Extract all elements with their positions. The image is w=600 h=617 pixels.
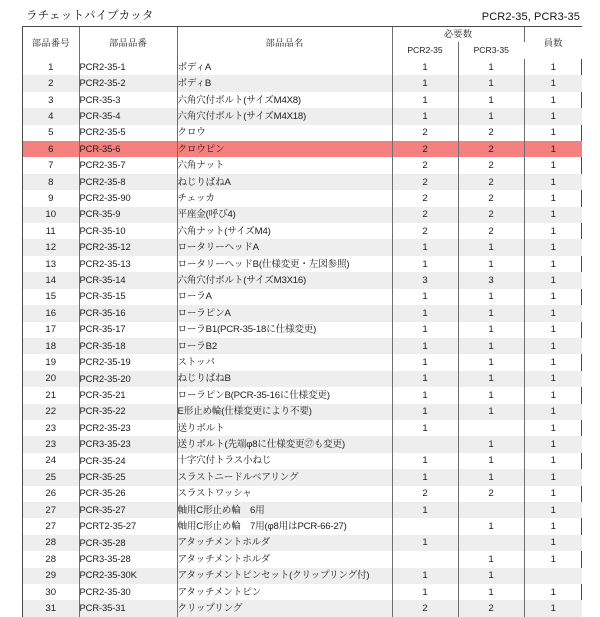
cell-count: 1 — [550, 127, 556, 139]
cell-part-name: アタッチメントピン — [177, 584, 392, 600]
cell-part-code: PCR3-35-23 — [79, 436, 177, 452]
cell-count: 1 — [550, 291, 556, 303]
header-row-top — [23, 27, 582, 42]
table-row[interactable] — [23, 289, 582, 305]
cell-part-name: ロータリーヘッドB(仕様変更・左図参照) — [177, 256, 392, 272]
cell-required-pcr2: 1 — [392, 420, 458, 436]
cell-count: 1 — [524, 207, 582, 223]
cell-part-name: クリップリング — [177, 600, 392, 617]
cell-count: 1 — [524, 404, 582, 420]
cell-required-pcr3: 1 — [458, 256, 524, 272]
cell-required-pcr2 — [392, 551, 458, 567]
table-row[interactable] — [23, 469, 582, 485]
cell-part-code: PCR-35-14 — [79, 272, 177, 288]
cell-required-pcr2: 1 — [392, 239, 458, 255]
parts-table — [23, 27, 582, 617]
cell-count: 1 — [550, 160, 556, 172]
cell-part-code: PCR-35-24 — [79, 453, 177, 469]
cell-part-code: PCR-35-27 — [79, 502, 177, 518]
cell-part-no: 27 — [23, 518, 79, 534]
cell-part-code: PCR-35-31 — [79, 600, 177, 617]
cell-part-code: PCR-35-25 — [79, 469, 177, 485]
column-header-required-group: 必要数 — [392, 27, 524, 42]
cell-part-no: 18 — [23, 338, 79, 354]
cell-required-pcr3: 2 — [458, 174, 524, 190]
cell-count: 1 — [550, 455, 556, 467]
table-row[interactable] — [23, 239, 582, 255]
cell-part-name: ローラピンB(PCR-35-16に仕様変更) — [177, 387, 392, 403]
cell-part-code: PCR-35-22 — [79, 404, 177, 420]
cell-required-pcr3: 1 — [458, 305, 524, 321]
cell-required-pcr2 — [392, 518, 458, 534]
cell-required-pcr3 — [458, 420, 524, 436]
cell-required-pcr3: 3 — [458, 272, 524, 288]
cell-part-code: PCR-35-6 — [79, 141, 177, 157]
cell-part-code: PCR-35-16 — [79, 305, 177, 321]
cell-part-name: 六角ナット — [177, 157, 392, 173]
cell-part-name: 軸用C形止め輪 6用 — [177, 502, 392, 518]
cell-count: 1 — [550, 225, 556, 237]
table-row[interactable] — [23, 125, 582, 141]
cell-part-code: PCR2-35-13 — [79, 256, 177, 272]
cell-part-name: E形止め輪(仕様変更により不要) — [177, 404, 392, 420]
cell-part-no: 6 — [23, 141, 79, 157]
cell-required-pcr2: 1 — [392, 502, 458, 518]
cell-required-pcr3: 2 — [458, 207, 524, 223]
cell-required-pcr2 — [392, 436, 458, 452]
cell-count: 1 — [524, 174, 582, 190]
column-header-part-no: 部品番号 — [23, 27, 79, 59]
cell-part-name: クロウピン — [177, 141, 392, 157]
cell-part-name: アタッチメントピンセット(クリップリング付) — [177, 568, 392, 584]
cell-required-pcr3: 1 — [458, 453, 524, 469]
cell-count: 1 — [524, 600, 582, 617]
cell-part-name: チェッカ — [177, 190, 392, 206]
cell-required-pcr2: 1 — [392, 535, 458, 551]
cell-part-name: ローラピンA — [177, 305, 392, 321]
cell-count: 1 — [550, 324, 556, 336]
cell-required-pcr3: 1 — [458, 387, 524, 403]
cell-part-no: 29 — [23, 568, 79, 584]
table-row[interactable] — [23, 453, 582, 469]
table-row[interactable] — [23, 322, 582, 338]
column-header-part-code: 部品品番 — [79, 27, 177, 59]
cell-part-no: 12 — [23, 239, 79, 255]
cell-count: 1 — [550, 192, 556, 204]
cell-part-code: PCRT2-35-27 — [79, 518, 177, 534]
table-row[interactable] — [23, 272, 582, 288]
cell-part-name: ねじりばねA — [177, 174, 392, 190]
cell-required-pcr2: 1 — [392, 322, 458, 338]
cell-part-code: PCR2-35-23 — [79, 420, 177, 436]
cell-part-no: 16 — [23, 305, 79, 321]
cell-part-name: 六角ナット(サイズM4) — [177, 223, 392, 239]
cell-part-name: 六角穴付ボルト(サイズM4X8) — [177, 92, 392, 108]
cell-part-no: 17 — [23, 322, 79, 338]
cell-count: 1 — [550, 61, 556, 73]
table-row[interactable] — [23, 535, 582, 551]
cell-required-pcr2: 3 — [392, 272, 458, 288]
cell-required-pcr2: 1 — [392, 354, 458, 370]
cell-part-no: 27 — [23, 502, 79, 518]
cell-part-name: ボディB — [177, 75, 392, 91]
cell-required-pcr3: 1 — [458, 92, 524, 108]
cell-part-no: 15 — [23, 289, 79, 305]
table-row[interactable] — [23, 371, 582, 387]
table-row[interactable] — [23, 354, 582, 370]
cell-part-code: PCR2-35-5 — [79, 125, 177, 141]
cell-required-pcr2: 2 — [392, 486, 458, 502]
cell-required-pcr2: 2 — [392, 190, 458, 206]
cell-required-pcr2: 2 — [392, 207, 458, 223]
table-row[interactable] — [23, 486, 582, 502]
table-row[interactable] — [23, 600, 582, 617]
cell-required-pcr3: 2 — [458, 190, 524, 206]
column-header-required-pcr2: PCR2-35 — [392, 42, 458, 59]
cell-part-code: PCR2-35-20 — [79, 371, 177, 387]
cell-part-no: 31 — [23, 600, 79, 617]
cell-part-no: 21 — [23, 387, 79, 403]
table-row[interactable] — [23, 223, 582, 239]
cell-part-no: 23 — [23, 436, 79, 452]
table-row[interactable] — [23, 108, 582, 124]
cell-required-pcr3: 1 — [458, 239, 524, 255]
cell-required-pcr2: 1 — [392, 469, 458, 485]
page-title: ラチェットパイプカッタ — [26, 10, 154, 22]
cell-count: 1 — [550, 553, 556, 565]
cell-required-pcr3: 2 — [458, 486, 524, 502]
table-row[interactable] — [23, 92, 582, 108]
cell-part-name: 六角穴付ボルト(サイズM3X16) — [177, 272, 392, 288]
cell-required-pcr2: 1 — [392, 404, 458, 420]
cell-count: 1 — [524, 239, 582, 255]
cell-count: 1 — [550, 586, 556, 598]
cell-part-name: 送りボルト — [177, 420, 392, 436]
cell-part-code: PCR2-35-30K — [79, 568, 177, 584]
cell-part-no: 19 — [23, 354, 79, 370]
cell-required-pcr3: 1 — [458, 371, 524, 387]
cell-part-name: ねじりばねB — [177, 371, 392, 387]
table-row[interactable] — [23, 502, 582, 518]
table-row[interactable] — [23, 190, 582, 206]
cell-part-code: PCR2-35-2 — [79, 75, 177, 91]
cell-required-pcr3: 1 — [458, 338, 524, 354]
cell-part-code: PCR-35-3 — [79, 92, 177, 108]
cell-part-code: PCR-35-15 — [79, 289, 177, 305]
table-row[interactable] — [23, 256, 582, 272]
cell-part-no: 13 — [23, 256, 79, 272]
title-bar — [22, 7, 582, 26]
column-header-count: 員数 — [524, 27, 582, 59]
cell-count: 1 — [524, 502, 582, 518]
cell-required-pcr2: 1 — [392, 305, 458, 321]
cell-count: 1 — [524, 108, 582, 124]
cell-required-pcr3: 1 — [458, 404, 524, 420]
cell-part-no: 26 — [23, 486, 79, 502]
cell-part-code: PCR2-35-30 — [79, 584, 177, 600]
cell-part-no: 22 — [23, 404, 79, 420]
cell-count: 1 — [550, 258, 556, 270]
column-header-required-pcr3: PCR3-35 — [458, 42, 524, 59]
cell-part-name: ストッパ — [177, 354, 392, 370]
cell-part-no: 8 — [23, 174, 79, 190]
cell-required-pcr3: 2 — [458, 223, 524, 239]
cell-count: 1 — [550, 357, 556, 368]
cell-part-name: アタッチメントホルダ — [177, 535, 392, 551]
cell-count: 1 — [550, 521, 556, 533]
cell-part-no: 20 — [23, 371, 79, 387]
table-row[interactable] — [23, 404, 582, 420]
cell-part-code: PCR-35-9 — [79, 207, 177, 223]
cell-part-no: 1 — [23, 59, 79, 75]
cell-part-name: ローラA — [177, 289, 392, 305]
cell-count: 1 — [524, 535, 582, 551]
cell-required-pcr3: 2 — [458, 600, 524, 617]
table-row[interactable] — [23, 75, 582, 91]
cell-part-no: 14 — [23, 272, 79, 288]
cell-required-pcr3: 2 — [458, 157, 524, 173]
cell-part-no: 24 — [23, 453, 79, 469]
cell-required-pcr3: 2 — [458, 141, 524, 157]
cell-count — [524, 568, 582, 584]
table-row[interactable] — [23, 420, 582, 436]
cell-part-no: 28 — [23, 535, 79, 551]
cell-required-pcr3: 2 — [458, 125, 524, 141]
cell-required-pcr2: 1 — [392, 108, 458, 124]
cell-part-code: PCR2-35-19 — [79, 354, 177, 370]
cell-part-code: PCR-35-18 — [79, 338, 177, 354]
cell-part-code: PCR-35-17 — [79, 322, 177, 338]
table-row[interactable] — [23, 305, 582, 321]
cell-required-pcr2: 2 — [392, 157, 458, 173]
cell-required-pcr2: 1 — [392, 338, 458, 354]
cell-part-name: スラストワッシャ — [177, 486, 392, 502]
table-row[interactable] — [23, 568, 582, 584]
cell-part-code: PCR3-35-28 — [79, 551, 177, 567]
cell-required-pcr3: 1 — [458, 289, 524, 305]
cell-required-pcr2: 1 — [392, 584, 458, 600]
cell-count: 1 — [550, 389, 556, 401]
cell-required-pcr2: 1 — [392, 387, 458, 403]
table-row[interactable] — [23, 436, 582, 452]
table-row[interactable] — [23, 174, 582, 190]
cell-part-no: 4 — [23, 108, 79, 124]
cell-count: 1 — [524, 75, 582, 91]
cell-required-pcr2: 1 — [392, 59, 458, 75]
table-row[interactable] — [23, 338, 582, 354]
cell-required-pcr3 — [458, 535, 524, 551]
cell-required-pcr2: 1 — [392, 289, 458, 305]
cell-part-code: PCR2-35-1 — [79, 59, 177, 75]
cell-part-no: 23 — [23, 420, 79, 436]
cell-required-pcr2: 2 — [392, 125, 458, 141]
cell-count: 1 — [524, 141, 582, 157]
cell-required-pcr2: 2 — [392, 174, 458, 190]
cell-part-name: アタッチメントホルダ — [177, 551, 392, 567]
cell-part-name: クロウ — [177, 125, 392, 141]
cell-part-no: 5 — [23, 125, 79, 141]
cell-required-pcr3: 1 — [458, 354, 524, 370]
cell-part-code: PCR-35-4 — [79, 108, 177, 124]
cell-required-pcr2: 2 — [392, 223, 458, 239]
cell-required-pcr3: 1 — [458, 436, 524, 452]
cell-count: 1 — [524, 272, 582, 288]
cell-part-code: PCR2-35-8 — [79, 174, 177, 190]
table-row[interactable] — [23, 141, 582, 157]
cell-part-no: 2 — [23, 75, 79, 91]
cell-required-pcr2: 1 — [392, 75, 458, 91]
cell-part-no: 10 — [23, 207, 79, 223]
cell-required-pcr3: 1 — [458, 59, 524, 75]
table-row[interactable] — [23, 59, 582, 75]
cell-part-name: ローラB1(PCR-35-18に仕様変更) — [177, 322, 392, 338]
cell-required-pcr3: 1 — [458, 108, 524, 124]
cell-part-name: ロータリーヘッドA — [177, 239, 392, 255]
cell-part-no: 11 — [23, 223, 79, 239]
cell-part-code: PCR-35-10 — [79, 223, 177, 239]
cell-part-no: 30 — [23, 584, 79, 600]
cell-count: 1 — [550, 488, 556, 500]
cell-part-name: 平座金(呼び4) — [177, 207, 392, 223]
cell-count: 1 — [524, 371, 582, 387]
cell-required-pcr3: 1 — [458, 584, 524, 600]
cell-required-pcr3 — [458, 502, 524, 518]
cell-required-pcr3: 1 — [458, 518, 524, 534]
table-row[interactable] — [23, 207, 582, 223]
cell-required-pcr2: 2 — [392, 141, 458, 157]
cell-part-no: 25 — [23, 469, 79, 485]
cell-part-name: 六角穴付ボルト(サイズM4X18) — [177, 108, 392, 124]
cell-count: 1 — [524, 338, 582, 354]
cell-part-name: ボディA — [177, 59, 392, 75]
cell-part-code: PCR-35-28 — [79, 535, 177, 551]
column-header-part-name: 部品品名 — [177, 27, 392, 59]
cell-part-code: PCR-35-26 — [79, 486, 177, 502]
cell-required-pcr2: 1 — [392, 453, 458, 469]
cell-part-code: PCR2-35-12 — [79, 239, 177, 255]
cell-count: 1 — [524, 469, 582, 485]
table-row[interactable] — [23, 584, 582, 600]
table-header — [23, 27, 582, 59]
cell-required-pcr3: 1 — [458, 469, 524, 485]
cell-required-pcr2: 1 — [392, 568, 458, 584]
table-row[interactable] — [23, 518, 582, 534]
cell-required-pcr3: 1 — [458, 551, 524, 567]
cell-count: 1 — [550, 94, 556, 106]
cell-required-pcr3: 1 — [458, 568, 524, 584]
cell-part-name: ローラB2 — [177, 338, 392, 354]
cell-required-pcr3: 1 — [458, 322, 524, 338]
model-numbers: PCR2-35, PCR3-35 — [481, 11, 580, 23]
table-body — [23, 59, 582, 617]
cell-part-no: 9 — [23, 190, 79, 206]
cell-part-name: スラストニードルベアリング — [177, 469, 392, 485]
table-row[interactable] — [23, 551, 582, 567]
cell-count: 1 — [524, 305, 582, 321]
cell-part-code: PCR2-35-7 — [79, 157, 177, 173]
cell-part-no: 7 — [23, 157, 79, 173]
cell-count: 1 — [550, 422, 556, 434]
table-row[interactable] — [23, 387, 582, 403]
cell-required-pcr2: 2 — [392, 600, 458, 617]
cell-part-name: 軸用C形止め輪 7用(φ8用はPCR-66-27) — [177, 518, 392, 534]
parts-table-container — [22, 26, 582, 617]
cell-required-pcr2: 1 — [392, 92, 458, 108]
cell-part-code: PCR2-35-90 — [79, 190, 177, 206]
cell-part-code: PCR-35-21 — [79, 387, 177, 403]
cell-part-no: 28 — [23, 551, 79, 567]
cell-count: 1 — [524, 436, 582, 452]
cell-required-pcr2: 1 — [392, 256, 458, 272]
cell-part-name: 十字穴付トラス小ねじ — [177, 453, 392, 469]
cell-required-pcr2: 1 — [392, 371, 458, 387]
cell-required-pcr3: 1 — [458, 75, 524, 91]
table-row[interactable] — [23, 157, 582, 173]
cell-part-name: 送りボルト(先端φ8に仕様変更㉗も変更) — [177, 436, 392, 452]
cell-part-no: 3 — [23, 92, 79, 108]
